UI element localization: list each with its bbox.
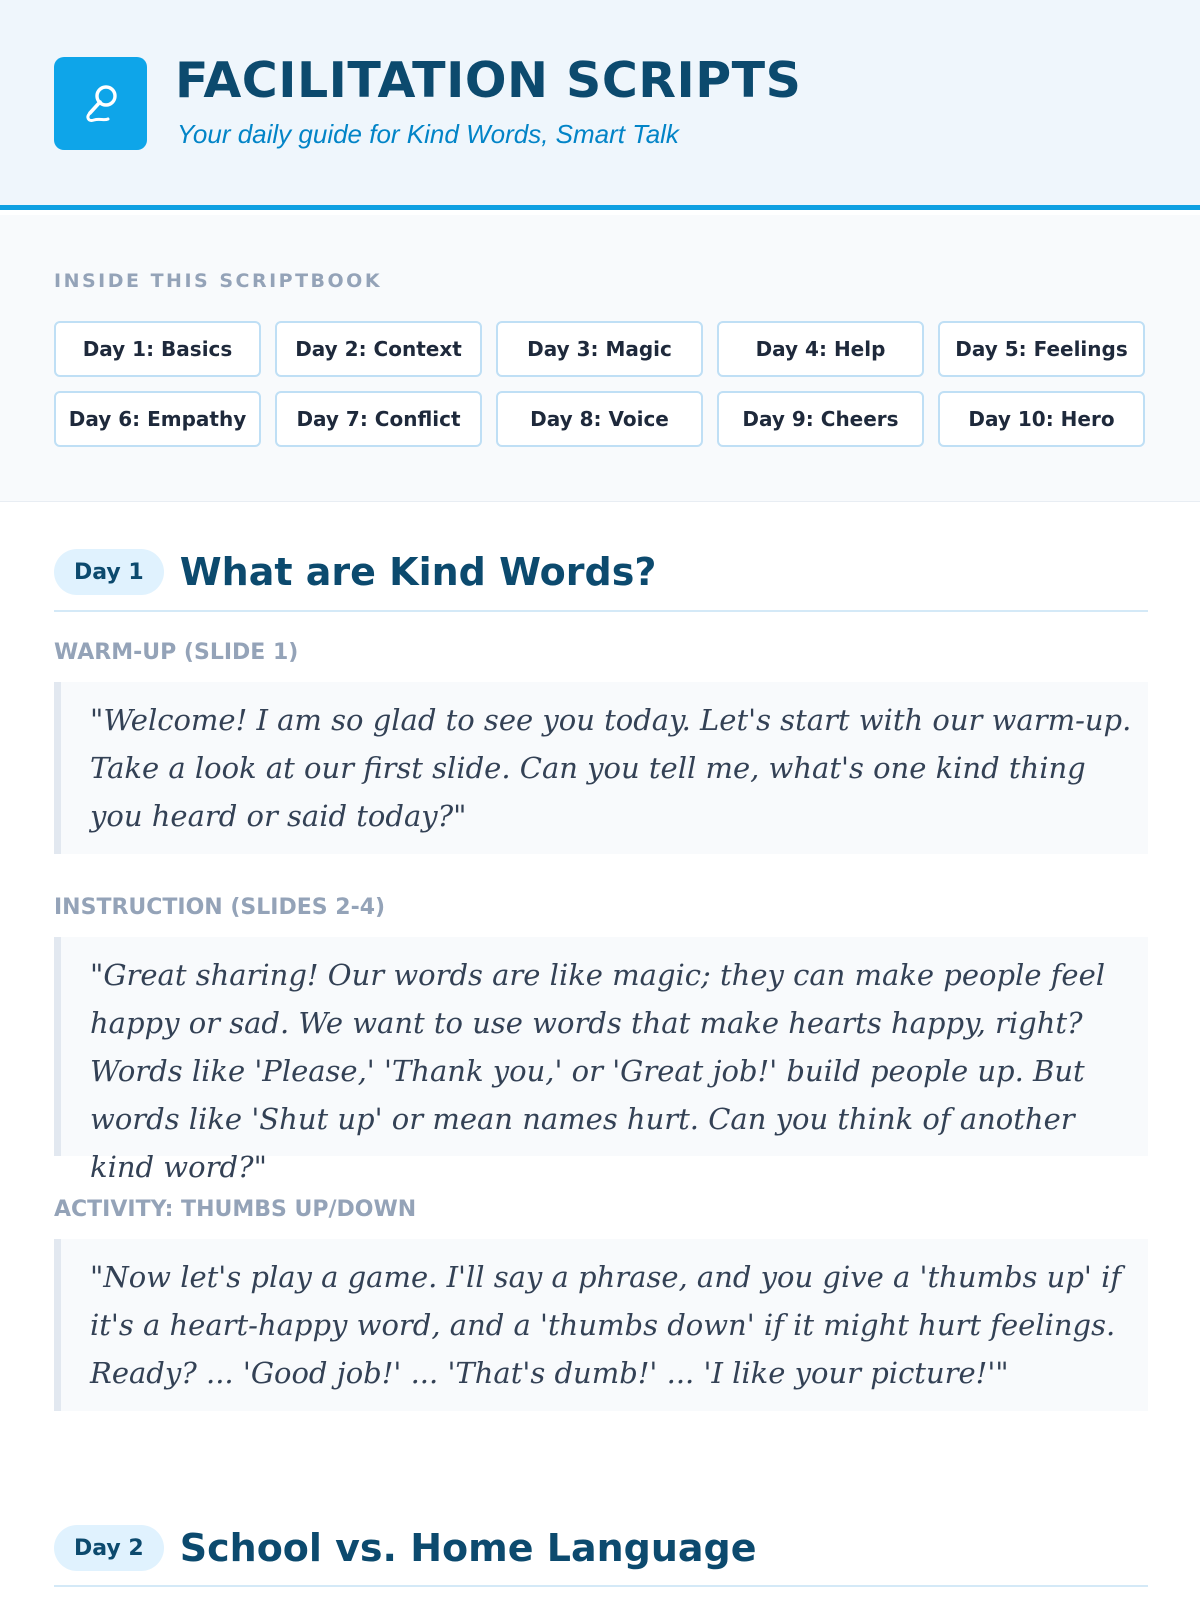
toc-link-day-6[interactable]: Day 6: Empathy <box>54 391 261 447</box>
day-1-section <box>54 548 1148 612</box>
day-badge: Day 2 <box>54 1525 164 1571</box>
toc-link-day-1[interactable]: Day 1: Basics <box>54 321 261 377</box>
toc-link-day-9[interactable]: Day 9: Cheers <box>717 391 924 447</box>
step-warm-up <box>54 640 1148 854</box>
step-activity <box>54 1197 1148 1411</box>
step-label: INSTRUCTION (SLIDES 2-4) <box>54 895 386 920</box>
day-title: What are Kind Words? <box>179 550 657 594</box>
toc-link-day-5[interactable]: Day 5: Feelings <box>938 321 1145 377</box>
page-title: FACILITATION SCRIPTS <box>175 52 802 109</box>
step-label: ACTIVITY: THUMBS UP/DOWN <box>54 1197 417 1222</box>
toc-grid <box>54 321 1148 447</box>
table-of-contents <box>0 215 1200 502</box>
day-2-header <box>54 1511 1148 1587</box>
toc-link-day-8[interactable]: Day 8: Voice <box>496 391 703 447</box>
toc-link-day-10[interactable]: Day 10: Hero <box>938 391 1145 447</box>
day-title: School vs. Home Language <box>179 1526 757 1570</box>
microphone-icon <box>78 81 124 127</box>
script-box: "Welcome! I am so glad to see you today. Let's start with our warm-up. Take a look at our first slide. Can you tell me, what's one kind thing you heard or said today?" <box>54 682 1148 854</box>
logo-tile <box>54 57 147 150</box>
toc-link-day-4[interactable]: Day 4: Help <box>717 321 924 377</box>
day-2-section <box>54 1511 1148 1587</box>
day-1-header <box>54 548 1148 612</box>
toc-link-day-7[interactable]: Day 7: Conflict <box>275 391 482 447</box>
day-badge: Day 1 <box>54 549 164 595</box>
step-instruction <box>54 895 1148 1184</box>
toc-heading: INSIDE THIS SCRIPTBOOK <box>54 270 383 292</box>
script-box: "Great sharing! Our words are like magic; they can make people feel happy or sad. We want to use words that make hearts happy, right? Words like 'Please,' 'Thank you,' or 'Great job!' build people up. But words like 'Shut up' or mean names hurt. Can you think of another kind word?" <box>54 937 1148 1156</box>
page-subtitle: Your daily guide for Kind Words, Smart Talk <box>177 119 679 149</box>
script-box: "Now let's play a game. I'll say a phrase, and you give a 'thumbs up' if it's a heart-happy word, and a 'thumbs down' if it might hurt feelings. Ready? ... 'Good job!' ... 'That's dumb!' ... 'I like your picture!'" <box>54 1239 1148 1411</box>
toc-link-day-2[interactable]: Day 2: Context <box>275 321 482 377</box>
toc-link-day-3[interactable]: Day 3: Magic <box>496 321 703 377</box>
page-header <box>0 0 1200 210</box>
step-label: WARM-UP (SLIDE 1) <box>54 640 299 665</box>
